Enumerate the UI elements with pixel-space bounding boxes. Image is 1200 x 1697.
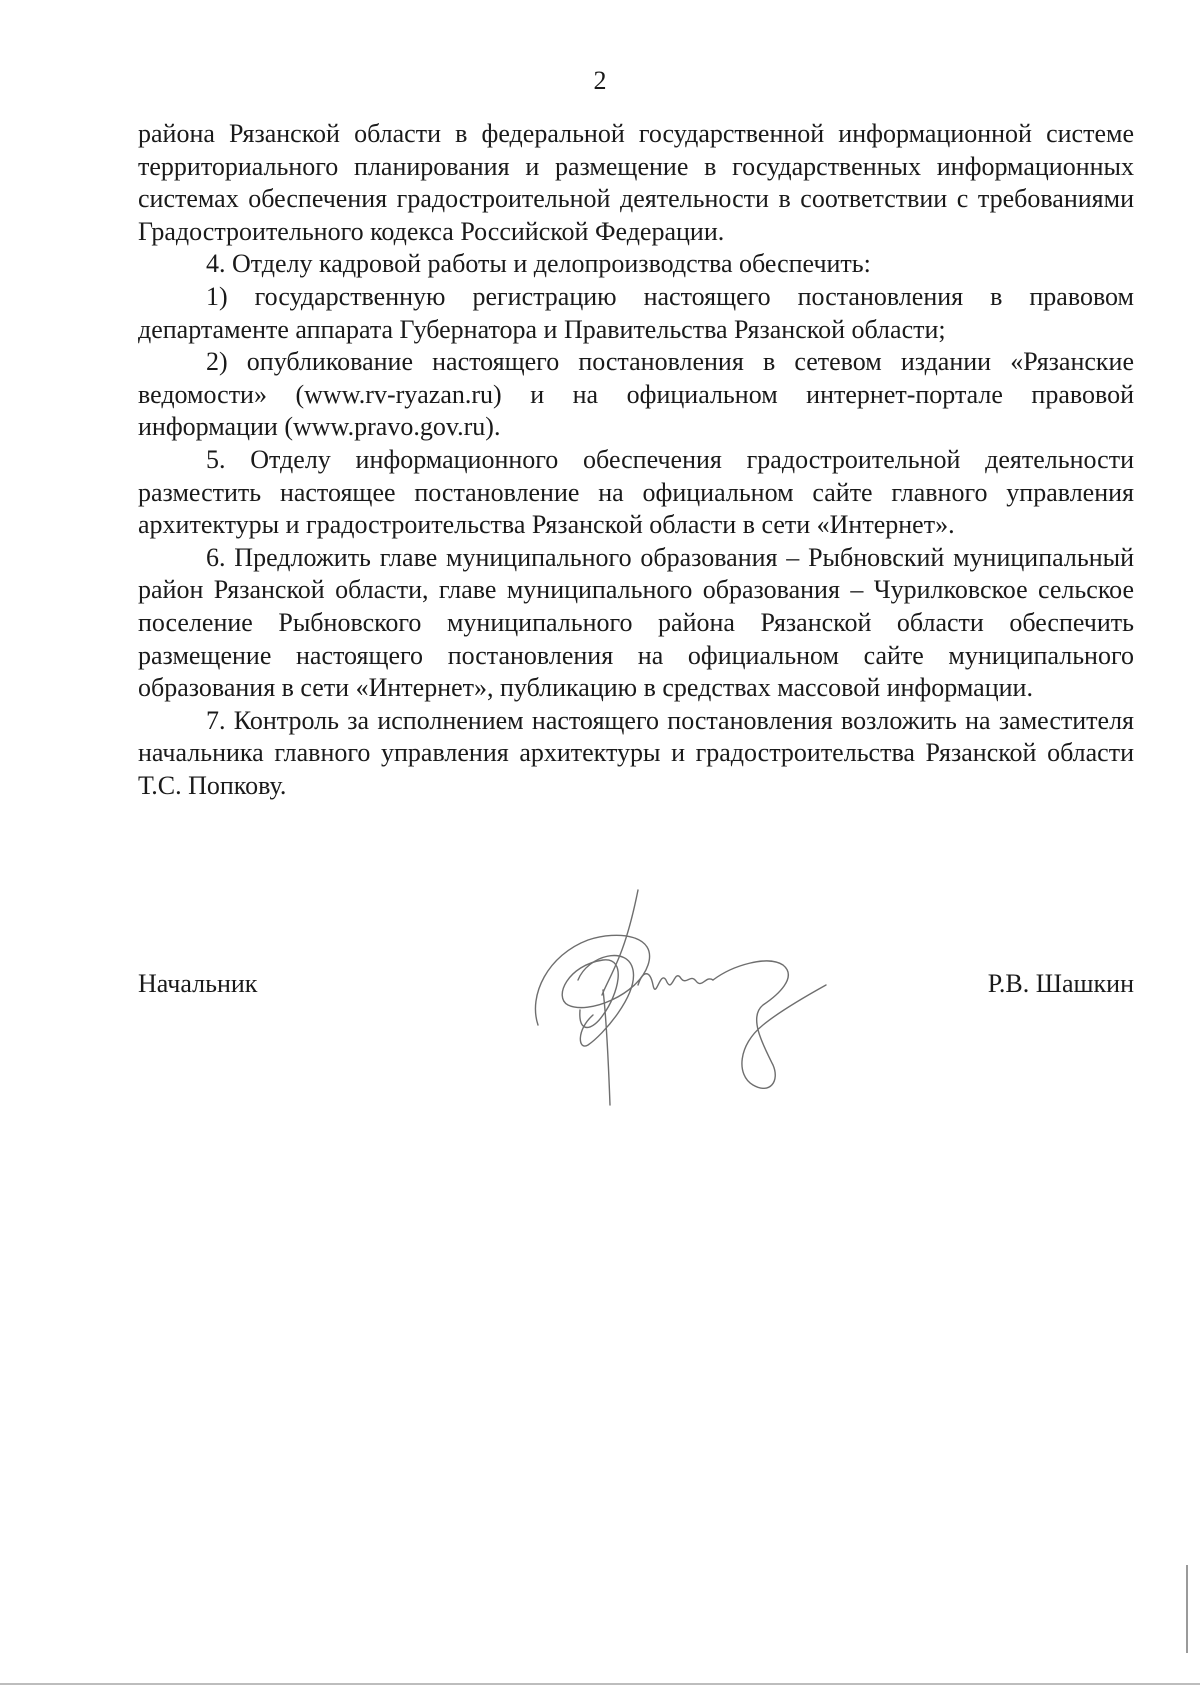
paragraph-continuation: района Рязанской области в федеральной государственной информационной системе территориального планирования и размещение в государственных информационных системах обеспечения градостроительной деятельности в соответствии с требованиями Градостроительного кодекса Российской Федерации. [138, 119, 1134, 246]
handwritten-signature [508, 885, 868, 1115]
signature-tail-loop [713, 961, 826, 1088]
signature-underline [603, 990, 610, 1105]
paragraph-item-4-2: 2) опубликование настоящего постановления в сетевом издании «Рязанские ведомости» (www.rv-ryazan.ru) и на официальном интернет-портале правовой информации (www.pravo.gov.ru). [138, 347, 1134, 442]
scan-bottom-edge [0, 1683, 1200, 1685]
paragraph-item-4-1: 1) государственную регистрацию настоящего постановления в правовом департаменте аппарата Губернатора и Правительства Рязанской области; [138, 281, 1134, 344]
signatory-name: Р.В. Шашкин [987, 969, 1134, 998]
paragraph-item-6: 6. Предложить главе муниципального образования – Рыбновский муниципальный район Рязанской области, главе муниципального образования – Чурилковское сельское поселение Рыбновского муниципального района Рязанской области обеспечить размещение настоящего постановления на официальном сайте муниципального образования в сети «Интернет», публикацию в средствах массовой информации. [138, 542, 1134, 703]
signature-ripple [638, 974, 713, 990]
signature-inner-loop [578, 956, 633, 1047]
paragraph-item-7: 7. Контроль за исполнением настоящего постановления возложить на заместителя начальника главного управления архитектуры и градостроительства Рязанской области Т.С. Попкову. [138, 705, 1134, 800]
document-body [138, 118, 1134, 802]
scan-margin-mark [1186, 1565, 1188, 1653]
page-number: 2 [593, 66, 607, 95]
paragraph-item-4: 4. Отделу кадровой работы и делопроизводства обеспечить: [206, 249, 871, 279]
paragraph-item-5: 5. Отделу информационного обеспечения градостроительной деятельности разместить настоящее постановление на официальном сайте главного управления архитектуры и градостроительства Рязанской области в сети «Интернет». [138, 444, 1134, 540]
signatory-title: Начальник [138, 969, 258, 998]
